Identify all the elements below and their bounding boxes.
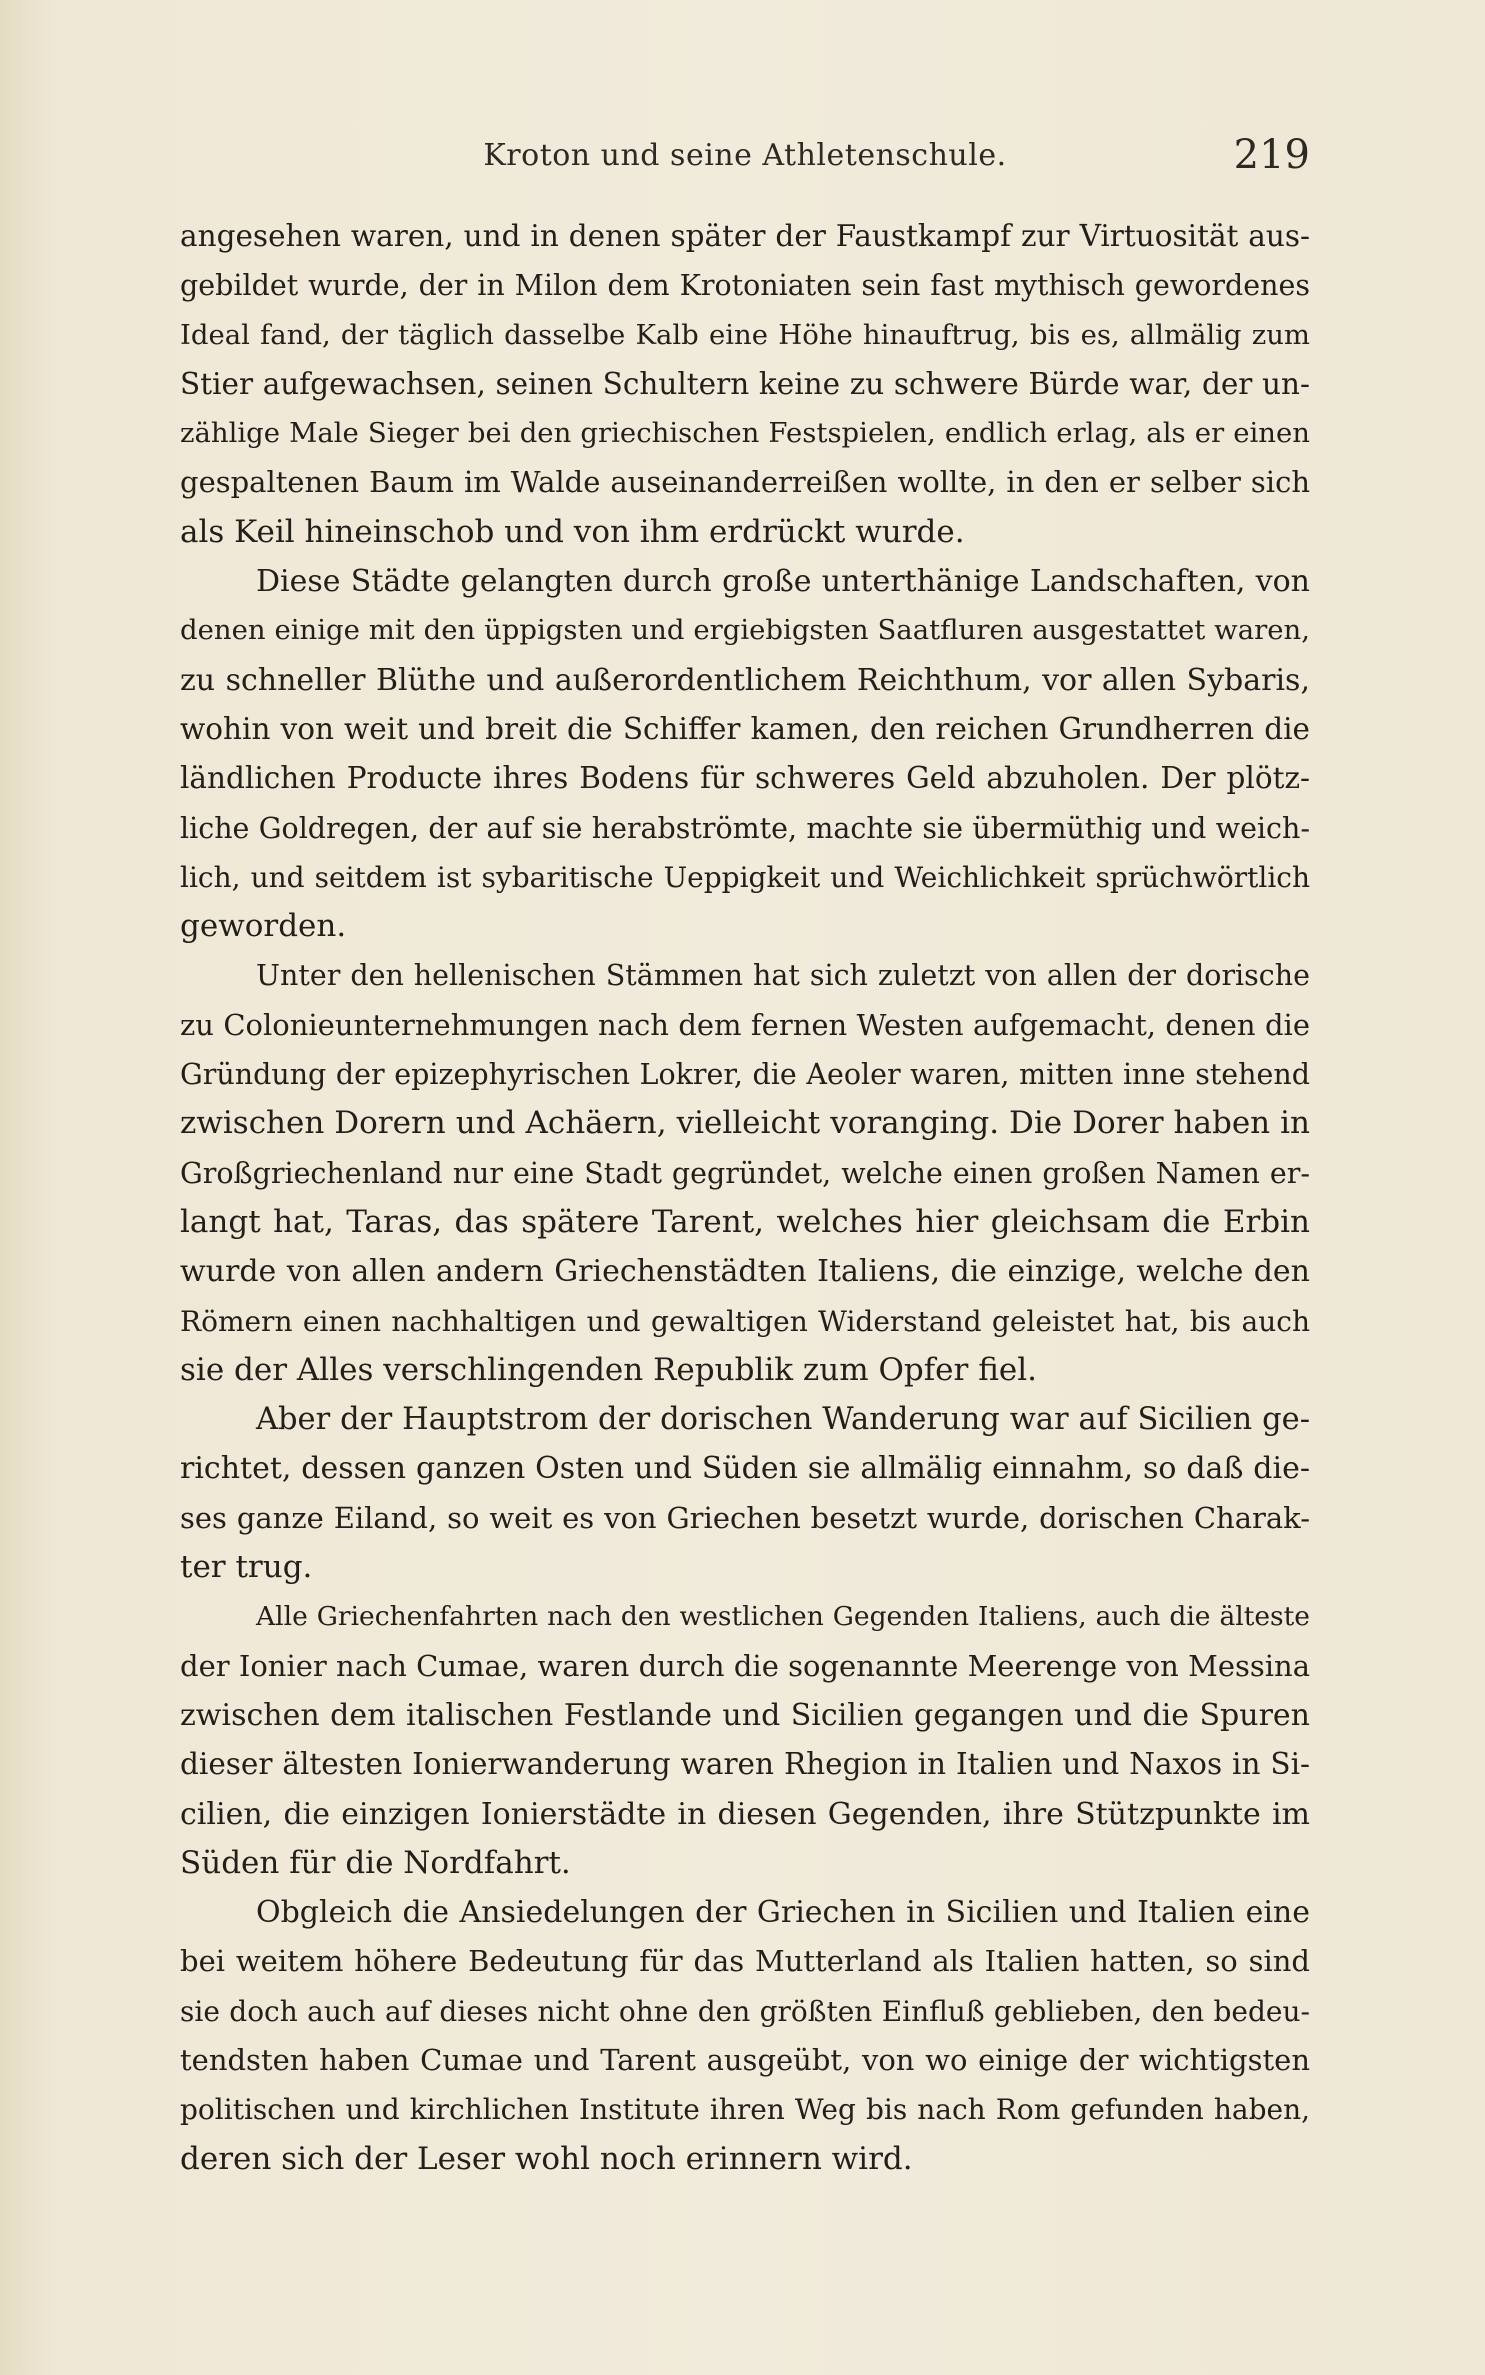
text-line: cilien, die einzigen Ionierstädte in diesen Gegenden, ihre Stützpunkte im	[180, 1796, 1310, 1832]
text-line: gespaltenen Baum im Walde auseinanderreißen wollte, in den er selber sich	[180, 465, 1310, 500]
text-line: zu schneller Blüthe und außerordentlichem Reichthum, vor allen Sybaris,	[180, 662, 1310, 698]
text-line: zu Colonieunternehmungen nach dem fernen Westen aufgemacht, denen die	[180, 1007, 1310, 1042]
text-line: Unter den hellenischen Stämmen hat sich zuletzt von allen der dorische	[256, 959, 1310, 993]
text-line: liche Goldregen, der auf sie herabströmte, machte sie übermüthig und weich-	[180, 811, 1310, 845]
text-line: Gründung der epizephyrischen Lokrer, die Aeoler waren, mitten inne stehend	[180, 1058, 1310, 1092]
text-line: zählige Male Sieger bei den griechischen Festspielen, endlich erlag, als er einen	[180, 417, 1310, 450]
paragraph-4	[180, 1395, 1310, 1592]
text-line: Süden für die Nordfahrt.	[180, 1844, 571, 1881]
text-line: wohin von weit und breit die Schiffer kamen, den reichen Grundherren die	[180, 711, 1310, 746]
running-title: Kroton und seine Athletenschule.	[483, 138, 1007, 173]
text-line: angesehen waren, und in denen später der Faustkampf zur Virtuosität aus-	[180, 219, 1310, 253]
page-header	[180, 128, 1310, 188]
text-line: Stier aufgewachsen, seinen Schultern keine zu schwere Bürde war, der un-	[180, 366, 1310, 401]
paragraph-6	[180, 1888, 1310, 2184]
paragraph-2	[180, 557, 1310, 951]
text-line: gebildet wurde, der in Milon dem Krotoniaten sein fast mythisch gewordenes	[180, 269, 1310, 303]
text-line: Obgleich die Ansiedelungen der Griechen in Sicilien und Italien eine	[256, 1895, 1310, 1931]
text-line: politischen und kirchlichen Institute ihren Weg bis nach Rom gefunden haben,	[180, 2093, 1310, 2127]
text-line: ter trug.	[180, 1549, 313, 1586]
text-line: wurde von allen andern Griechenstädten Italiens, die einzige, welche den	[180, 1254, 1310, 1290]
text-line: zwischen Dorern und Achäern, vielleicht voranging. Die Dorer haben in	[180, 1105, 1310, 1142]
text-line: Großgriechenland nur eine Stadt gegründet, welche einen großen Namen er-	[180, 1156, 1310, 1190]
text-line: bei weitem höhere Bedeutung für das Mutterland als Italien hatten, so sind	[180, 1944, 1310, 1979]
text-line: denen einige mit den üppigsten und ergiebigsten Saatfluren ausgestattet waren,	[180, 614, 1310, 647]
text-line: Ideal fand, der täglich dasselbe Kalb eine Höhe hinauftrug, bis es, allmälig zum	[180, 318, 1310, 351]
text-line: Römern einen nachhaltigen und gewaltigen Widerstand geleistet hat, bis auch	[180, 1304, 1310, 1338]
paragraph-3	[180, 951, 1310, 1395]
text-line: sie doch auch auf dieses nicht ohne den größten Einfluß geblieben, den bedeu-	[180, 1994, 1310, 2028]
text-line: dieser ältesten Ionierwanderung waren Rhegion in Italien und Naxos in Si-	[180, 1747, 1310, 1782]
text-line: Diese Städte gelangten durch große unterthänige Landschaften, von	[256, 564, 1310, 600]
text-line: ländlichen Producte ihres Bodens für schweres Geld abzuholen. Der plötz-	[180, 761, 1310, 796]
text-line: sie der Alles verschlingenden Republik zum Opfer fiel.	[180, 1351, 1037, 1388]
text-line: geworden.	[180, 908, 347, 945]
text-line: deren sich der Leser wohl noch erinnern wird.	[180, 2140, 913, 2177]
text-line: langt hat, Taras, das spätere Tarent, welches hier gleichsam die Erbin	[180, 1203, 1310, 1240]
text-line: Alle Griechenfahrten nach den westlichen Gegenden Italiens, auch die älteste	[256, 1601, 1310, 1633]
text-line: als Keil hineinschob und von ihm erdrückt wurde.	[180, 513, 965, 550]
text-line: der Ionier nach Cumae, waren durch die sogenannte Meerenge von Messina	[180, 1648, 1310, 1683]
text-line: lich, und seitdem ist sybaritische Ueppigkeit und Weichlichkeit sprüchwörtlich	[180, 860, 1310, 894]
text-line: tendsten haben Cumae und Tarent ausgeübt, von wo einige der wichtigsten	[180, 2042, 1310, 2077]
paragraph-1	[180, 212, 1310, 557]
text-line: ses ganze Eiland, so weit es von Griechen besetzt wurde, dorischen Charak-	[180, 1500, 1310, 1535]
text-line: richtet, dessen ganzen Osten und Süden sie allmälig einnahm, so daß die-	[180, 1451, 1310, 1487]
text-line: Aber der Hauptstrom der dorischen Wanderung war auf Sicilien ge-	[256, 1402, 1310, 1438]
paragraph-5	[180, 1592, 1310, 1888]
body-text	[180, 212, 1310, 2184]
page-number: 219	[1233, 132, 1310, 178]
text-line: zwischen dem italischen Festlande und Sicilien gegangen und die Spuren	[180, 1697, 1310, 1733]
